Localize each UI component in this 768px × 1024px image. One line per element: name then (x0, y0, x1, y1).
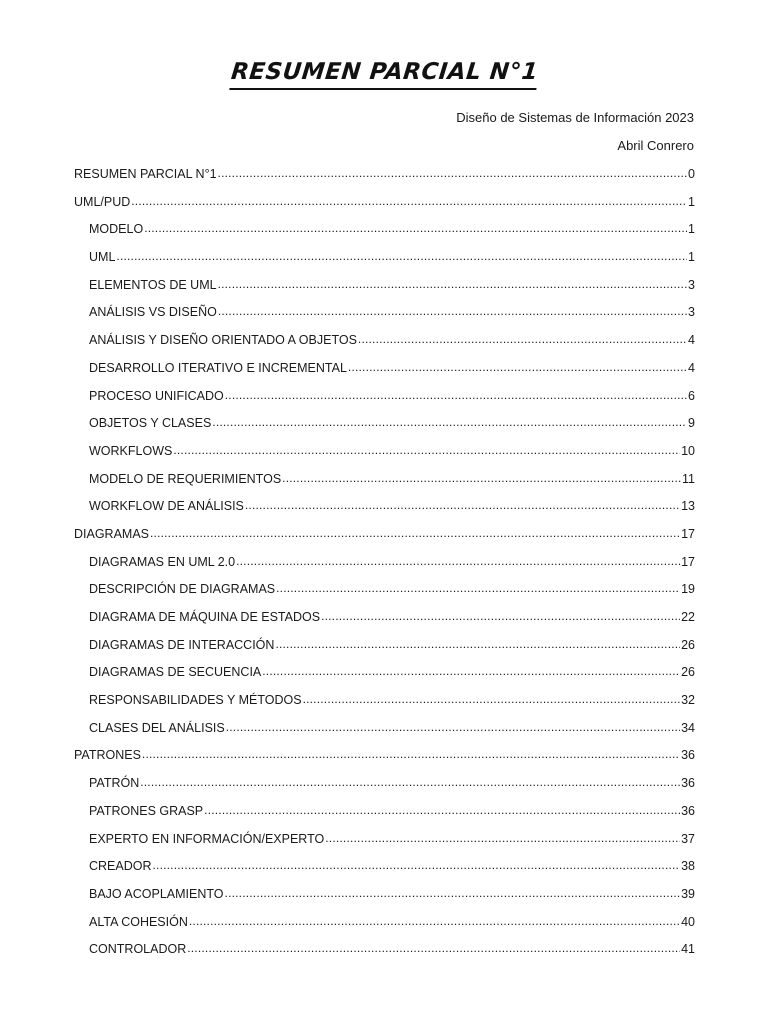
toc-entry-page-number[interactable]: 36 (681, 803, 695, 818)
toc-entry-page-number[interactable]: 0 (688, 167, 695, 181)
toc-entry-label[interactable]: PATRONES GRASP (89, 803, 204, 818)
toc-entry[interactable] (74, 664, 695, 692)
toc-entry-page-number[interactable]: 1 (688, 250, 695, 265)
toc-dot-leader (150, 525, 680, 541)
toc-dot-leader (275, 636, 680, 652)
toc-entry-page-number[interactable]: 41 (681, 942, 695, 957)
toc-dot-leader (236, 553, 680, 569)
toc-entry-label[interactable]: OBJETOS Y CLASES (89, 416, 212, 431)
toc-entry-label[interactable]: ELEMENTOS DE UML (89, 277, 217, 292)
toc-entry[interactable] (74, 831, 695, 859)
toc-dot-leader (348, 359, 687, 375)
toc-dot-leader (142, 746, 680, 762)
toc-dot-leader (212, 414, 687, 430)
toc-entry-label[interactable]: DIAGRAMAS DE INTERACCIÓN (89, 637, 275, 652)
toc-entry-page-number[interactable]: 11 (682, 471, 695, 486)
toc-entry[interactable] (74, 886, 695, 914)
toc-entry-page-number[interactable]: 36 (681, 748, 695, 763)
toc-entry-label[interactable]: DIAGRAMAS DE SECUENCIA (89, 665, 262, 680)
course-name: Diseño de Sistemas de Información 2023 (456, 110, 694, 125)
toc-entry[interactable] (74, 581, 695, 609)
toc-entry-label[interactable]: BAJO ACOPLAMIENTO (89, 886, 224, 901)
toc-dot-leader (187, 940, 680, 956)
toc-dot-leader (321, 608, 680, 624)
toc-entry[interactable] (74, 858, 695, 886)
toc-entry-label[interactable]: DESCRIPCIÓN DE DIAGRAMAS (89, 582, 276, 597)
toc-dot-leader (204, 802, 680, 818)
author-name: Abril Conrero (617, 138, 694, 153)
toc-entry-label[interactable]: DIAGRAMAS EN UML 2.0 (89, 554, 236, 569)
document-title: RESUMEN PARCIAL N°1 (229, 58, 539, 90)
toc-entry[interactable] (74, 388, 695, 416)
toc-dot-leader (226, 719, 680, 735)
toc-entry-page-number[interactable]: 10 (681, 443, 695, 458)
toc-dot-leader (262, 663, 680, 679)
toc-entry[interactable] (74, 304, 695, 332)
toc-entry-page-number[interactable]: 6 (688, 388, 695, 403)
toc-entry-label[interactable]: WORKFLOW DE ANÁLISIS (89, 499, 244, 514)
toc-dot-leader (131, 193, 687, 209)
toc-entry[interactable] (74, 554, 695, 582)
toc-entry[interactable] (74, 415, 695, 443)
toc-entry[interactable] (74, 498, 695, 526)
toc-entry[interactable] (74, 803, 695, 831)
toc-entry-page-number[interactable]: 26 (681, 665, 695, 680)
toc-entry-page-number[interactable]: 39 (681, 886, 695, 901)
toc-entry-page-number[interactable]: 3 (688, 305, 695, 320)
toc-entry-page-number[interactable]: 1 (688, 194, 695, 209)
toc-entry[interactable] (74, 637, 695, 665)
toc-dot-leader (140, 774, 680, 790)
toc-entry-label[interactable]: CLASES DEL ANÁLISIS (89, 720, 225, 735)
toc-entry[interactable] (74, 360, 695, 388)
toc-entry[interactable] (74, 332, 695, 360)
toc-entry-page-number[interactable]: 19 (681, 582, 695, 597)
toc-dot-leader (225, 387, 687, 403)
toc-dot-leader (303, 691, 681, 707)
toc-entry-label[interactable]: CONTROLADOR (89, 942, 187, 957)
toc-entry[interactable] (74, 471, 695, 499)
toc-entry-label[interactable]: RESUMEN PARCIAL N°1 (74, 167, 217, 181)
toc-entry[interactable] (74, 747, 695, 775)
toc-entry-label[interactable]: ALTA COHESIÓN (89, 914, 188, 929)
toc-entry-label[interactable]: PATRÓN (89, 776, 140, 791)
toc-entry[interactable] (74, 249, 695, 277)
toc-entry-page-number[interactable]: 13 (681, 499, 695, 514)
toc-entry-page-number[interactable]: 37 (681, 831, 695, 846)
toc-entry-label[interactable]: RESPONSABILIDADES Y MÉTODOS (89, 693, 302, 708)
toc-entry-label[interactable]: MODELO DE REQUERIMIENTOS (89, 471, 282, 486)
toc-entry[interactable] (74, 221, 695, 249)
toc-entry-page-number[interactable]: 3 (688, 277, 695, 292)
toc-entry-page-number[interactable]: 38 (681, 859, 695, 874)
toc-dot-leader (282, 470, 681, 486)
toc-dot-leader (153, 857, 681, 873)
toc-entry-label[interactable]: PATRONES (74, 748, 141, 763)
toc-entry-label[interactable]: UML (89, 250, 116, 265)
toc-dot-leader (116, 248, 687, 264)
toc-dot-leader (325, 830, 680, 846)
toc-entry-page-number[interactable]: 40 (681, 914, 695, 929)
toc-entry-page-number[interactable]: 32 (681, 693, 695, 708)
toc-entry-page-number[interactable]: 4 (688, 360, 695, 375)
toc-entry[interactable] (74, 443, 695, 471)
toc-entry-page-number[interactable]: 36 (681, 776, 695, 791)
toc-entry-label[interactable]: WORKFLOWS (89, 443, 173, 458)
toc-entry-page-number[interactable]: 26 (681, 637, 695, 652)
toc-dot-leader (189, 913, 680, 929)
toc-dot-leader (225, 885, 681, 901)
toc-entry-label[interactable]: EXPERTO EN INFORMACIÓN/EXPERTO (89, 831, 325, 846)
table-of-contents (74, 166, 695, 969)
toc-entry[interactable] (74, 194, 695, 222)
toc-dot-leader (144, 220, 687, 236)
toc-entry-label[interactable]: PROCESO UNIFICADO (89, 388, 224, 403)
toc-entry-label[interactable]: ANÁLISIS VS DISEÑO (89, 305, 217, 320)
toc-entry-page-number[interactable]: 17 (681, 554, 695, 569)
toc-entry[interactable] (74, 914, 695, 942)
toc-entry-label[interactable]: MODELO (89, 222, 144, 237)
toc-entry-page-number[interactable]: 1 (688, 222, 695, 237)
document-title-wrapper (0, 58, 768, 90)
toc-entry-page-number[interactable]: 22 (681, 610, 695, 624)
toc-entry[interactable] (74, 775, 695, 803)
toc-entry[interactable] (74, 692, 695, 720)
toc-entry-page-number[interactable]: 17 (681, 526, 695, 541)
toc-dot-leader (358, 331, 687, 347)
toc-dot-leader (173, 442, 680, 458)
toc-entry-label[interactable]: UML/PUD (74, 194, 131, 209)
toc-entry-label[interactable]: DIAGRAMA DE MÁQUINA DE ESTADOS (89, 610, 321, 624)
toc-entry[interactable] (74, 609, 695, 637)
toc-dot-leader (245, 497, 680, 513)
toc-entry-page-number[interactable]: 34 (681, 720, 695, 735)
toc-entry-label[interactable]: CREADOR (89, 859, 152, 874)
toc-entry-label[interactable]: DESARROLLO ITERATIVO E INCREMENTAL (89, 360, 347, 375)
toc-entry[interactable] (74, 941, 695, 969)
toc-entry-label[interactable]: ANÁLISIS Y DISEÑO ORIENTADO A OBJETOS (89, 333, 357, 348)
toc-entry-label[interactable]: DIAGRAMAS (74, 526, 150, 541)
toc-entry[interactable] (74, 166, 695, 194)
toc-dot-leader (218, 165, 688, 181)
toc-dot-leader (218, 303, 687, 319)
toc-dot-leader (218, 276, 687, 292)
toc-entry[interactable] (74, 526, 695, 554)
toc-entry[interactable] (74, 277, 695, 305)
toc-dot-leader (276, 580, 680, 596)
toc-entry-page-number[interactable]: 9 (688, 416, 695, 431)
toc-entry[interactable] (74, 720, 695, 748)
toc-entry-page-number[interactable]: 4 (688, 333, 695, 348)
